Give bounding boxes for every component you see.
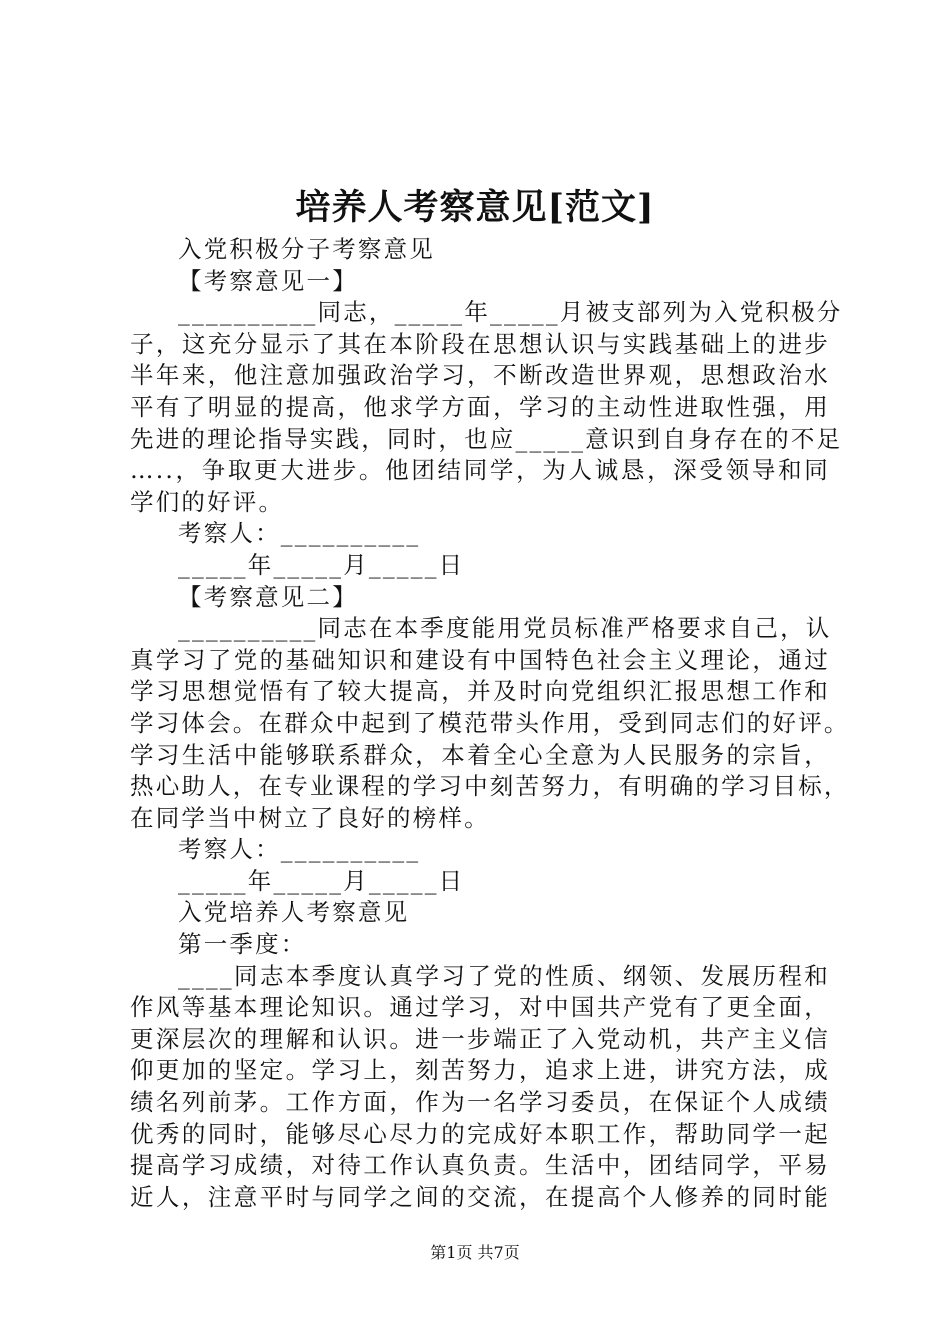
paragraph-line: 【考察意见一】 xyxy=(178,266,358,295)
paragraph-line: 绩名列前茅。工作方面，作为一名学习委员，在保证个人成绩 xyxy=(130,1088,830,1117)
paragraph-line: _____年_____月_____日 xyxy=(178,866,465,895)
paragraph-line: __________同志在本季度能用党员标准严格要求自己，认 xyxy=(178,614,832,643)
paragraph-line: 作风等基本理论知识。通过学习，对中国共产党有了更全面， xyxy=(130,993,830,1022)
paragraph-line: 考察人：__________ xyxy=(178,519,421,548)
paragraph-line: 学习生活中能够联系群众，本着全心全意为人民服务的宗旨， xyxy=(130,740,830,769)
paragraph-line: 学们的好评。 xyxy=(130,487,285,516)
paragraph-line: 半年来，他注意加强政治学习，不断改造世界观，思想政治水 xyxy=(130,361,830,390)
page-footer: 第1页 共7页 xyxy=(430,1243,520,1262)
paragraph-line: 学习体会。在群众中起到了模范带头作用，受到同志们的好评。 xyxy=(130,708,850,737)
paragraph-line: …..，争取更大进步。他团结同学，为人诚恳，深受领导和同 xyxy=(130,456,830,485)
paragraph-line: 仰更加的坚定。学习上，刻苦努力，追求上进，讲究方法，成 xyxy=(130,1056,830,1085)
document-body xyxy=(130,234,850,1213)
paragraph-line: 平有了明显的提高，他求学方面，学习的主动性进取性强，用 xyxy=(130,392,830,421)
paragraph-line: 真学习了党的基础知识和建设有中国特色社会主义理论，通过 xyxy=(130,645,830,674)
paragraph-line: __________同志，_____年_____月被支部列为入党积极分 xyxy=(178,298,843,327)
paragraph-line: 考察人：__________ xyxy=(178,835,421,864)
paragraph-line: ____同志本季度认真学习了党的性质、纲领、发展历程和 xyxy=(178,961,830,990)
paragraph-line: 【考察意见二】 xyxy=(178,582,358,611)
paragraph-line: 在同学当中树立了良好的榜样。 xyxy=(130,803,490,832)
paragraph-line: 优秀的同时，能够尽心尽力的完成好本职工作，帮助同学一起 xyxy=(130,1119,830,1148)
paragraph-line: 第一季度： xyxy=(178,930,307,959)
paragraph-line: 入党培养人考察意见 xyxy=(178,898,410,927)
document-title: 培养人考察意见[范文] xyxy=(295,187,655,228)
paragraph-line: 先进的理论指导实践，同时，也应_____意识到自身存在的不足 xyxy=(130,424,843,453)
paragraph-line: 提高学习成绩，对待工作认真负责。生活中，团结同学，平易 xyxy=(130,1151,830,1180)
paragraph-line: 入党积极分子考察意见 xyxy=(178,235,435,263)
paragraph-line: 热心助人，在专业课程的学习中刻苦努力，有明确的学习目标， xyxy=(130,772,850,801)
paragraph-line: 近人，注意平时与同学之间的交流，在提高个人修养的同时能 xyxy=(130,1182,830,1211)
paragraph-line: 更深层次的理解和认识。进一步端正了入党动机，共产主义信 xyxy=(130,1024,830,1053)
paragraph-line: _____年_____月_____日 xyxy=(178,550,465,579)
paragraph-line: 子，这充分显示了其在本阶段在思想认识与实践基础上的进步 xyxy=(130,329,830,358)
paragraph-line: 学习思想觉悟有了较大提高，并及时向党组织汇报思想工作和 xyxy=(130,677,830,706)
